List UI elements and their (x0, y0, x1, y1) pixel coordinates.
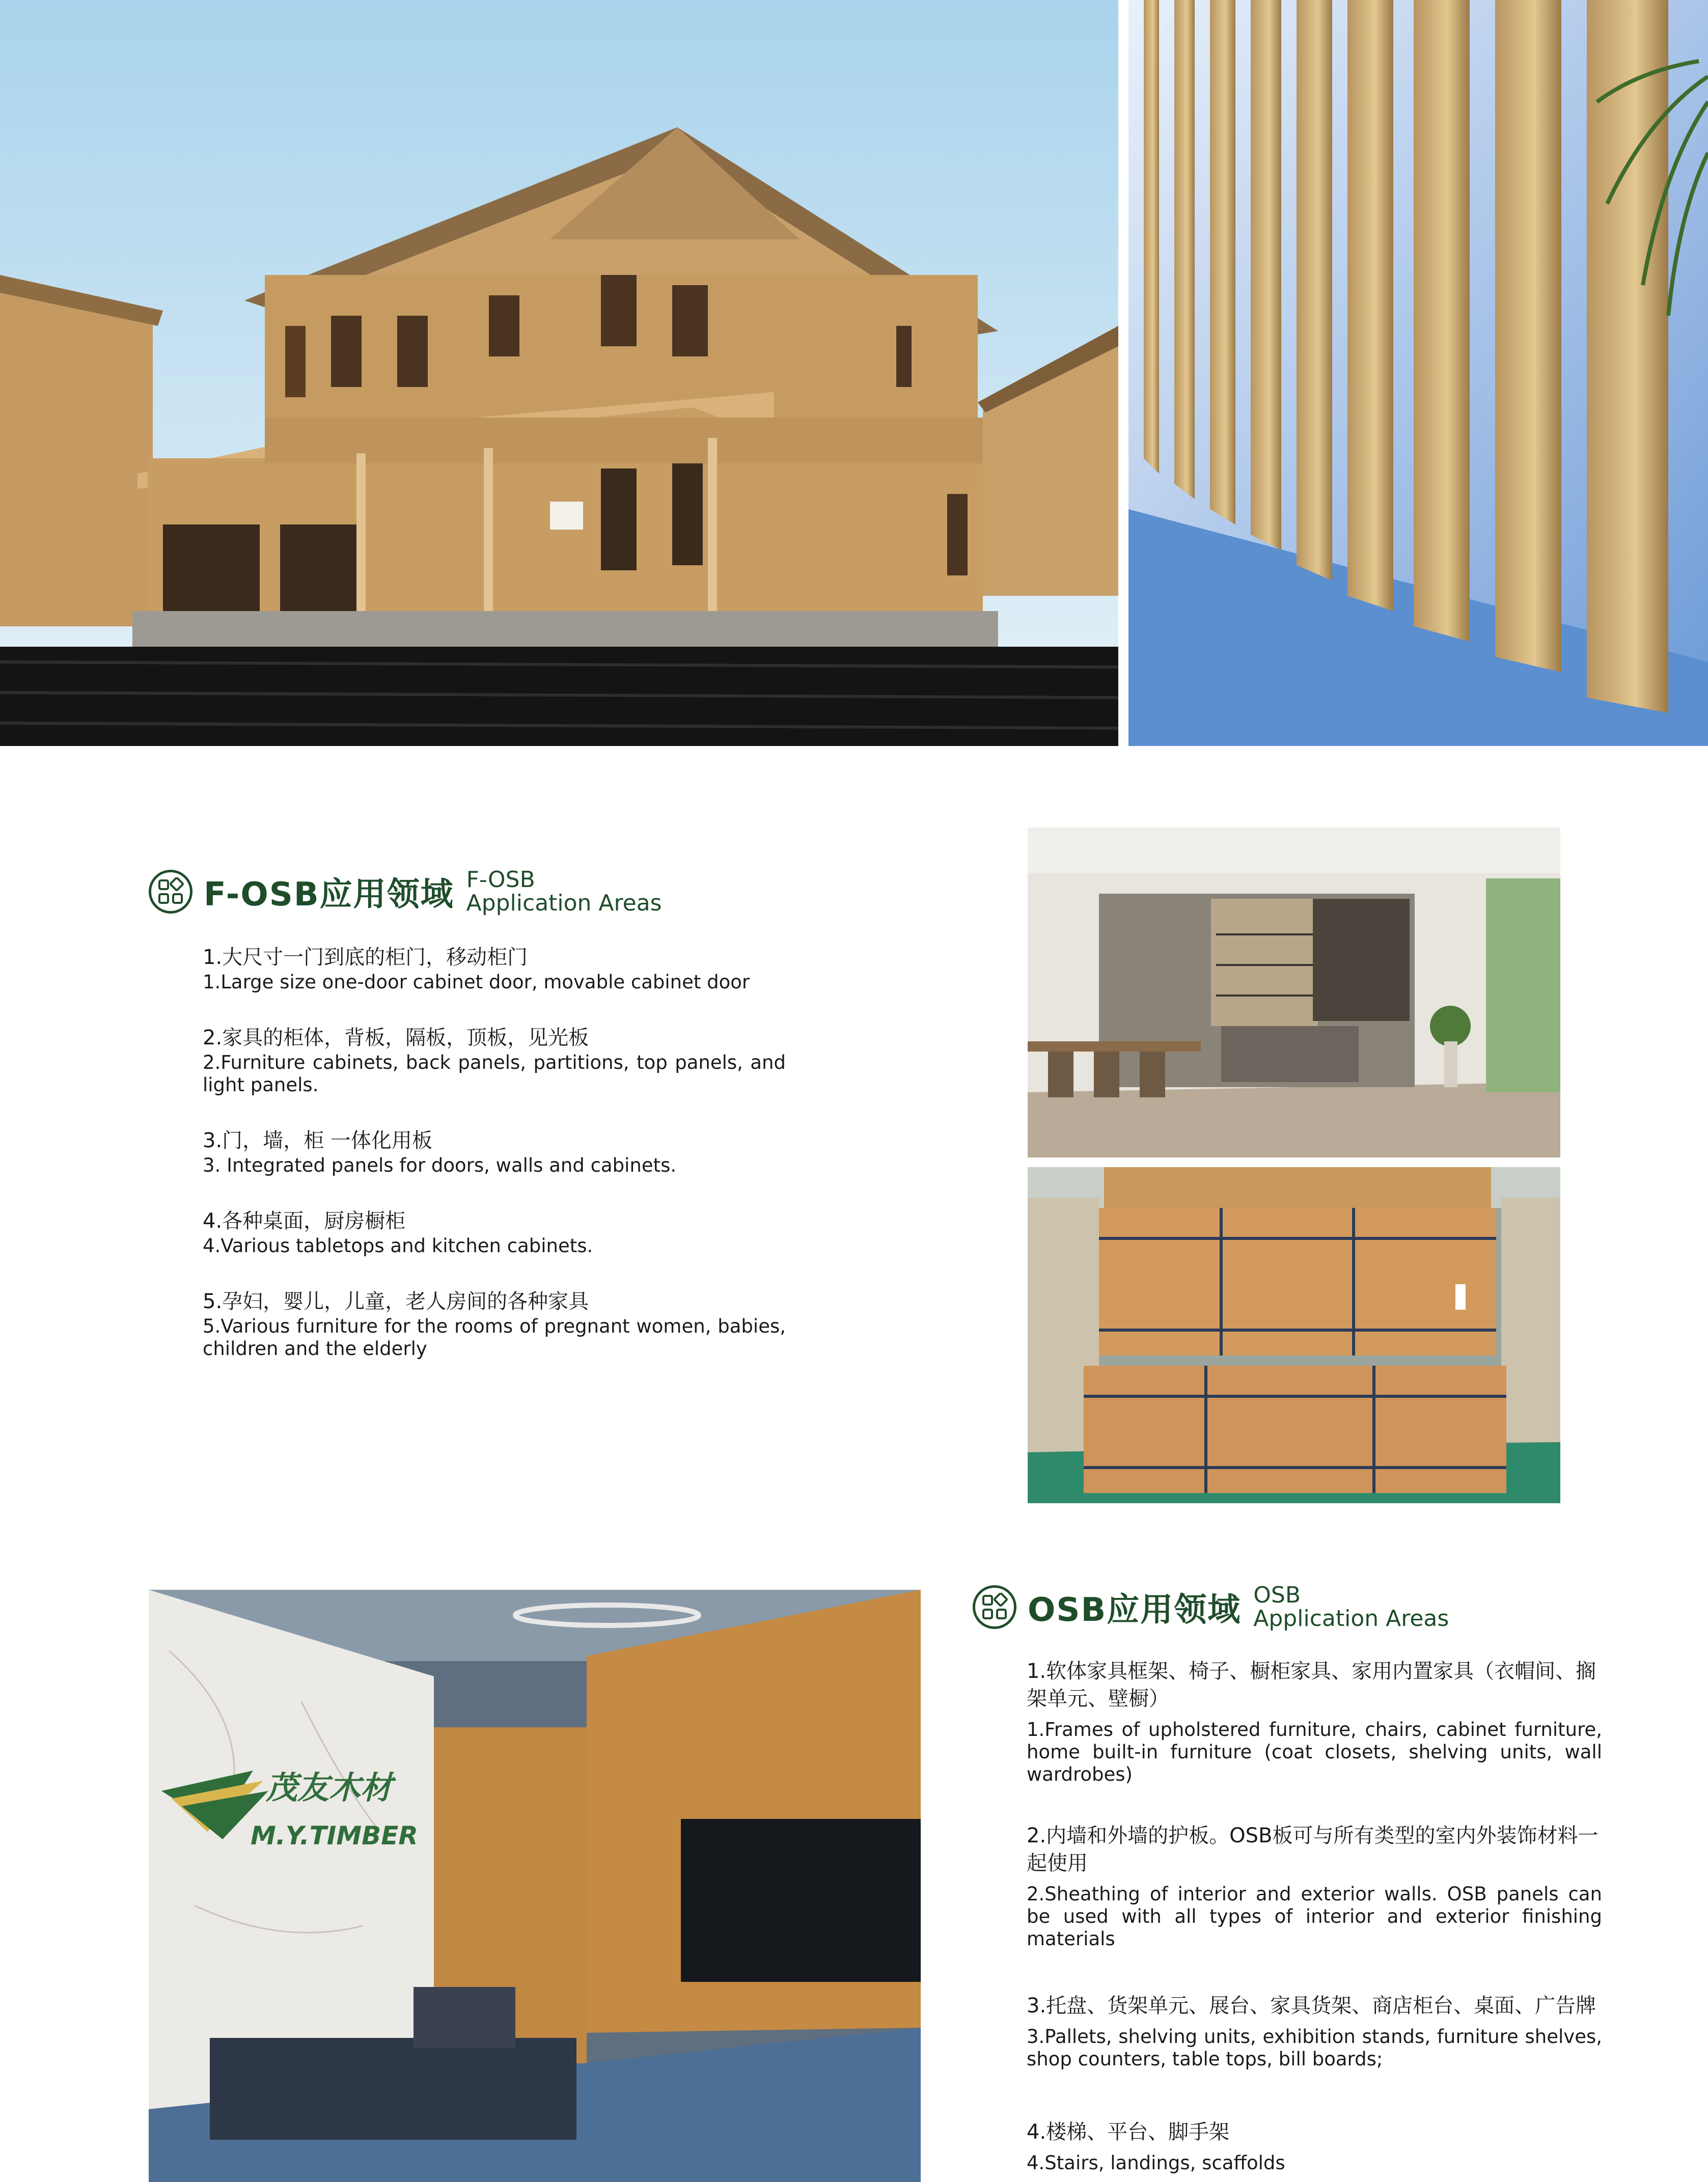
photo-company-lobby (149, 1590, 921, 2182)
list-item: 2.内墙和外墙的护板。OSB板可与所有类型的室内外装饰材料一起使用 2.Sheathing of interior and exterior walls. OSB panels can be used with all types of interior and exterior finishing materials (1027, 1824, 1602, 1950)
photo-osb-slat-wall (1128, 0, 1708, 746)
grid-icon (973, 1585, 1016, 1629)
osb-title-zh: OSB应用领域 (1028, 1591, 1242, 1629)
fosb-section-title (149, 868, 662, 915)
osb-section-title (973, 1584, 1449, 1631)
list-item: 1.大尺寸一门到底的柜门，移动柜门 1.Large size one-door cabinet door, movable cabinet door (203, 946, 750, 993)
photo-interior-cabinets (1028, 827, 1560, 1157)
photo-osb-house-construction (0, 0, 1118, 746)
list-item: 4.各种桌面，厨房橱柜 4.Various tabletops and kitchen cabinets. (203, 1209, 593, 1257)
list-item: 3.门，墙，柜 一体化用板 3. Integrated panels for doors, walls and cabinets. (203, 1129, 677, 1176)
list-item: 3.托盘、货架单元、展台、家具货架、商店柜台、桌面、广告牌 3.Pallets, shelving units, exhibition stands, furniture shelves, shop counters, table tops, bill boards; (1027, 1994, 1602, 2070)
fosb-title-en: F-OSB Application Areas (466, 867, 662, 916)
list-item: 2.家具的柜体，背板，隔板，顶板，见光板 2.Furniture cabinets, back panels, partitions, top panels, and light panels. (203, 1026, 786, 1096)
list-item: 5.孕妇，婴儿，儿童，老人房间的各种家具 5.Various furniture for the rooms of pregnant women, babies, children and the elderly (203, 1290, 786, 1360)
grid-icon (149, 870, 192, 914)
photo-osb-panel-stacks (1028, 1167, 1560, 1503)
lobby-logo-en: M.Y.TIMBER (251, 1821, 418, 1850)
fosb-title-zh: F-OSB应用领域 (204, 876, 454, 914)
list-item: 1.软体家具框架、椅子、橱柜家具、家用内置家具（衣帽间、搁架单元、壁橱） 1.Frames of upholstered furniture, chairs, cabinet furniture, home built-in furniture (coat closets, shelving units, wall wardrobes) (1027, 1660, 1602, 1785)
list-item: 4.楼梯、平台、脚手架 4.Stairs, landings, scaffolds (1027, 2120, 1285, 2174)
osb-title-en: OSB Application Areas (1253, 1582, 1449, 1632)
lobby-logo-zh: 茂友木材 (266, 1769, 393, 1806)
